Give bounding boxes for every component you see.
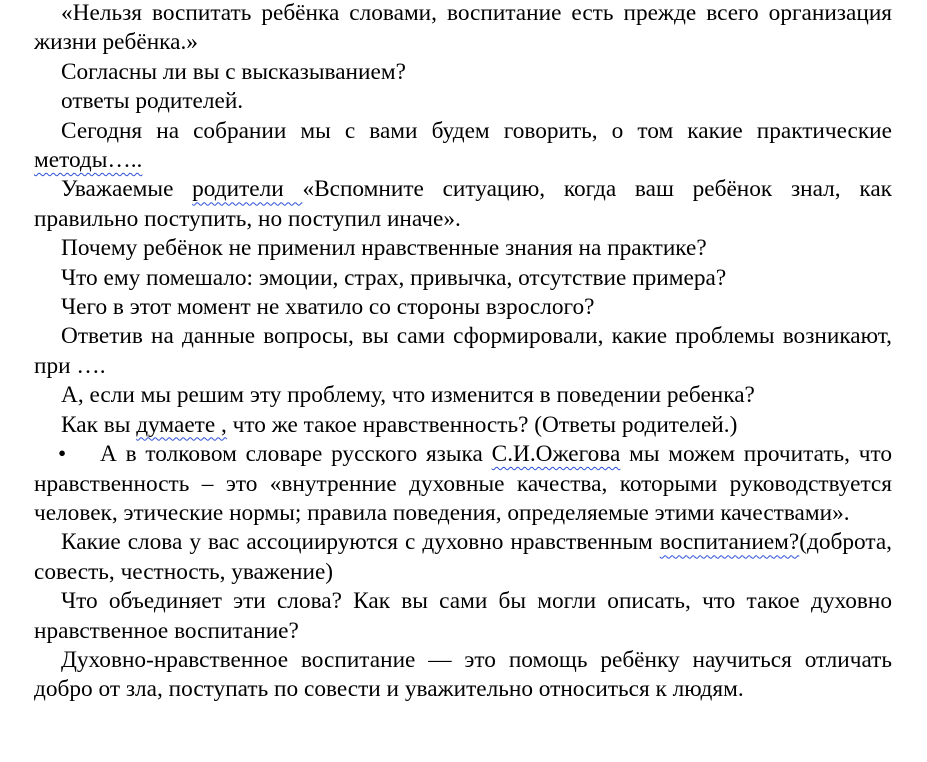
spellcheck-flagged-word[interactable]: думаете , (136, 411, 227, 438)
paragraph-what-changes: А, если мы решим эту проблему, что изменится в поведении ребенка? (61, 382, 755, 409)
text-run: Какие слова у вас ассоциируются с духовно нравственным (61, 529, 660, 556)
paragraph-definition: Духовно-нравственное воспитание — это помощь ребёнку научиться отличать добро от зла, поступать по совести и уважительно относиться к людям. (34, 646, 892, 703)
text-run: Как вы (61, 411, 137, 438)
text-run: А в толковом словаре русского языка (100, 441, 492, 468)
paragraph-remember-situation (34, 175, 892, 234)
paragraph-methods (34, 117, 892, 176)
paragraph-why-not-applied: Почему ребёнок не применил нравственные знания на практике? (61, 235, 707, 262)
paragraph-what-lacked: Чего в этот момент не хватило со стороны взрослого? (61, 294, 595, 321)
paragraph-what-prevented: Что ему помешало: эмоции, страх, привычка, отсутствие примера? (61, 264, 727, 291)
paragraph-quote: «Нельзя воспитать ребёнка словами, воспитание есть прежде всего организация жизни ребёнка.» (34, 0, 892, 56)
spellcheck-flagged-word[interactable]: воспитанием? (659, 529, 800, 556)
text-run: что же такое нравственность? (Ответы родителей.) (226, 411, 738, 438)
spellcheck-flagged-word[interactable]: С.И.Ожегова (491, 441, 621, 468)
text-run: Уважаемые (61, 176, 193, 203)
text-run: Сегодня на собрании мы с вами будем говорить, о том какие практические (61, 117, 892, 144)
paragraph-associations (34, 528, 892, 587)
paragraph-what-is-morality (34, 411, 892, 440)
paragraph-what-unites: Что объединяет эти слова? Как вы сами бы могли описать, что такое духовно нравственное воспитание? (34, 588, 892, 644)
spellcheck-flagged-word[interactable]: методы….. (34, 147, 143, 174)
paragraph-problems-formed: Ответив на данные вопросы, вы сами сформировали, какие проблемы возникают, при …. (34, 323, 892, 379)
text-run: (доброта, совесть, честность, уважение) (34, 529, 892, 585)
paragraph-question-agree: Согласны ли вы с высказыванием? (61, 58, 406, 85)
text-run: «Вспомните ситуацию, когда ваш ребёнок знал, как правильно поступить, но поступил иначе». (34, 176, 892, 232)
bullet-item-dictionary (34, 440, 892, 528)
paragraph-parents-answers: ответы родителей. (61, 88, 244, 115)
spellcheck-flagged-word[interactable]: родители (192, 176, 303, 203)
bullet-icon: • (58, 441, 67, 468)
text-run: мы можем прочитать, что нравственность – это «внутренние духовные качества, которыми руководствуется человек, этические нормы; правила поведения, определяемые этими качествами». (34, 441, 892, 526)
document-body (34, 0, 892, 705)
